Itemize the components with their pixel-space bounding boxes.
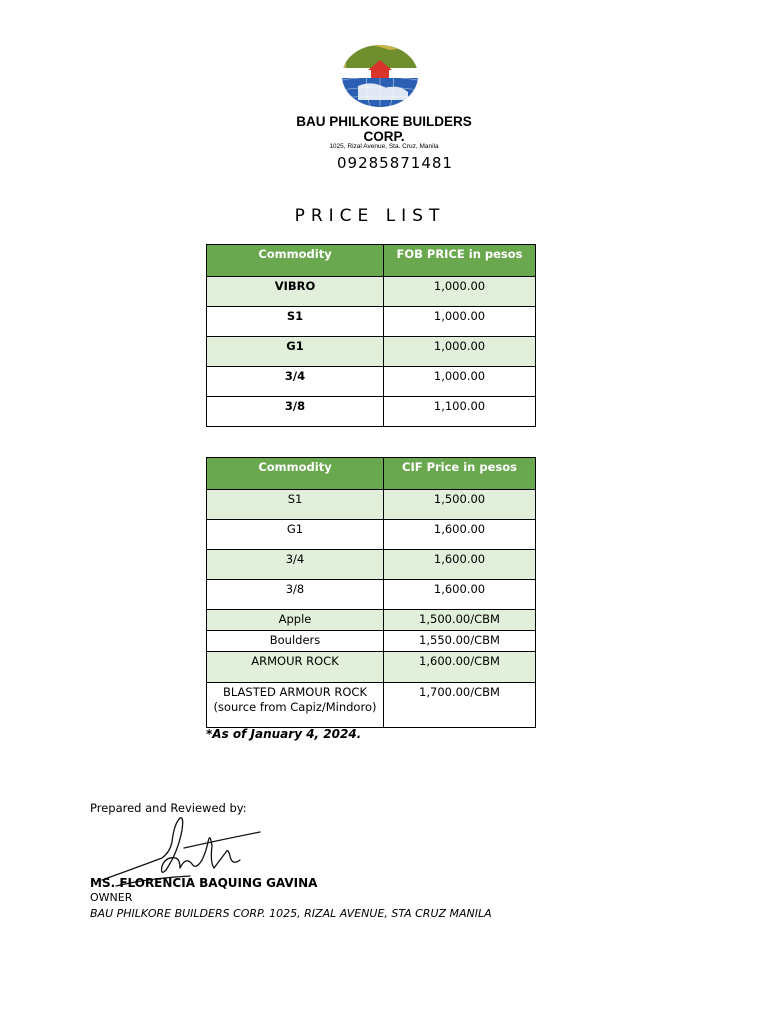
- commodity-cell: S1: [207, 307, 384, 337]
- signer-role: OWNER: [90, 891, 133, 904]
- phone-number: 09285871481: [337, 154, 453, 172]
- page-title: PRICE LIST: [294, 206, 446, 226]
- price-cell: 1,100.00: [384, 397, 536, 427]
- commodity-cell: Apple: [207, 610, 384, 631]
- table-row: [207, 490, 536, 520]
- table-row: [207, 550, 536, 580]
- commodity-cell: BLASTED ARMOUR ROCK (source from Capiz/Mindoro): [207, 683, 384, 728]
- table-row: [207, 520, 536, 550]
- table-row: [207, 631, 536, 652]
- price-cell: 1,600.00/CBM: [384, 652, 536, 683]
- company-logo: [338, 40, 422, 110]
- price-cell: 1,500.00: [384, 490, 536, 520]
- commodity-cell: G1: [207, 520, 384, 550]
- company-name: BAU PHILKORE BUILDERS CORP.: [296, 114, 472, 144]
- price-cell: 1,700.00/CBM: [384, 683, 536, 728]
- prepared-by-label: Prepared and Reviewed by:: [90, 801, 247, 815]
- table-header-row: [207, 245, 536, 277]
- column-header-commodity: Commodity: [207, 458, 384, 490]
- price-cell: 1,600.00: [384, 550, 536, 580]
- commodity-cell: ARMOUR ROCK: [207, 652, 384, 683]
- commodity-cell: 3/4: [207, 367, 384, 397]
- price-cell: 1,500.00/CBM: [384, 610, 536, 631]
- price-cell: 1,600.00: [384, 520, 536, 550]
- table-row: [207, 683, 536, 728]
- commodity-cell: 3/8: [207, 397, 384, 427]
- column-header-cif-price: CIF Price in pesos: [384, 458, 536, 490]
- price-cell: 1,600.00: [384, 580, 536, 610]
- company-address: 1025, Rizal Avenue, Sta. Cruz, Manila: [329, 143, 439, 150]
- commodity-cell: 3/4: [207, 550, 384, 580]
- table-row: [207, 652, 536, 683]
- commodity-cell: G1: [207, 337, 384, 367]
- table-row: [207, 337, 536, 367]
- price-cell: 1,000.00: [384, 367, 536, 397]
- globe-logo-icon: [338, 40, 422, 110]
- column-header-fob-price: FOB PRICE in pesos: [384, 245, 536, 277]
- price-cell: 1,000.00: [384, 307, 536, 337]
- price-cell: 1,550.00/CBM: [384, 631, 536, 652]
- table-row: [207, 580, 536, 610]
- commodity-cell: 3/8: [207, 580, 384, 610]
- table-row: [207, 277, 536, 307]
- table-row: [207, 397, 536, 427]
- commodity-cell: Boulders: [207, 631, 384, 652]
- table-row: [207, 307, 536, 337]
- commodity-cell: VIBRO: [207, 277, 384, 307]
- signer-name: MS. FLORENCIA BAQUING GAVINA: [90, 876, 318, 890]
- fob-price-table: [206, 244, 536, 427]
- table-row: [207, 367, 536, 397]
- footer-company-address: BAU PHILKORE BUILDERS CORP. 1025, RIZAL AVENUE, STA CRUZ MANILA: [90, 907, 492, 920]
- price-cell: 1,000.00: [384, 277, 536, 307]
- column-header-commodity: Commodity: [207, 245, 384, 277]
- as-of-date-note: *As of January 4, 2024.: [206, 727, 362, 741]
- table-row: [207, 610, 536, 631]
- table-header-row: [207, 458, 536, 490]
- commodity-cell: S1: [207, 490, 384, 520]
- price-cell: 1,000.00: [384, 337, 536, 367]
- cif-price-table: [206, 457, 536, 728]
